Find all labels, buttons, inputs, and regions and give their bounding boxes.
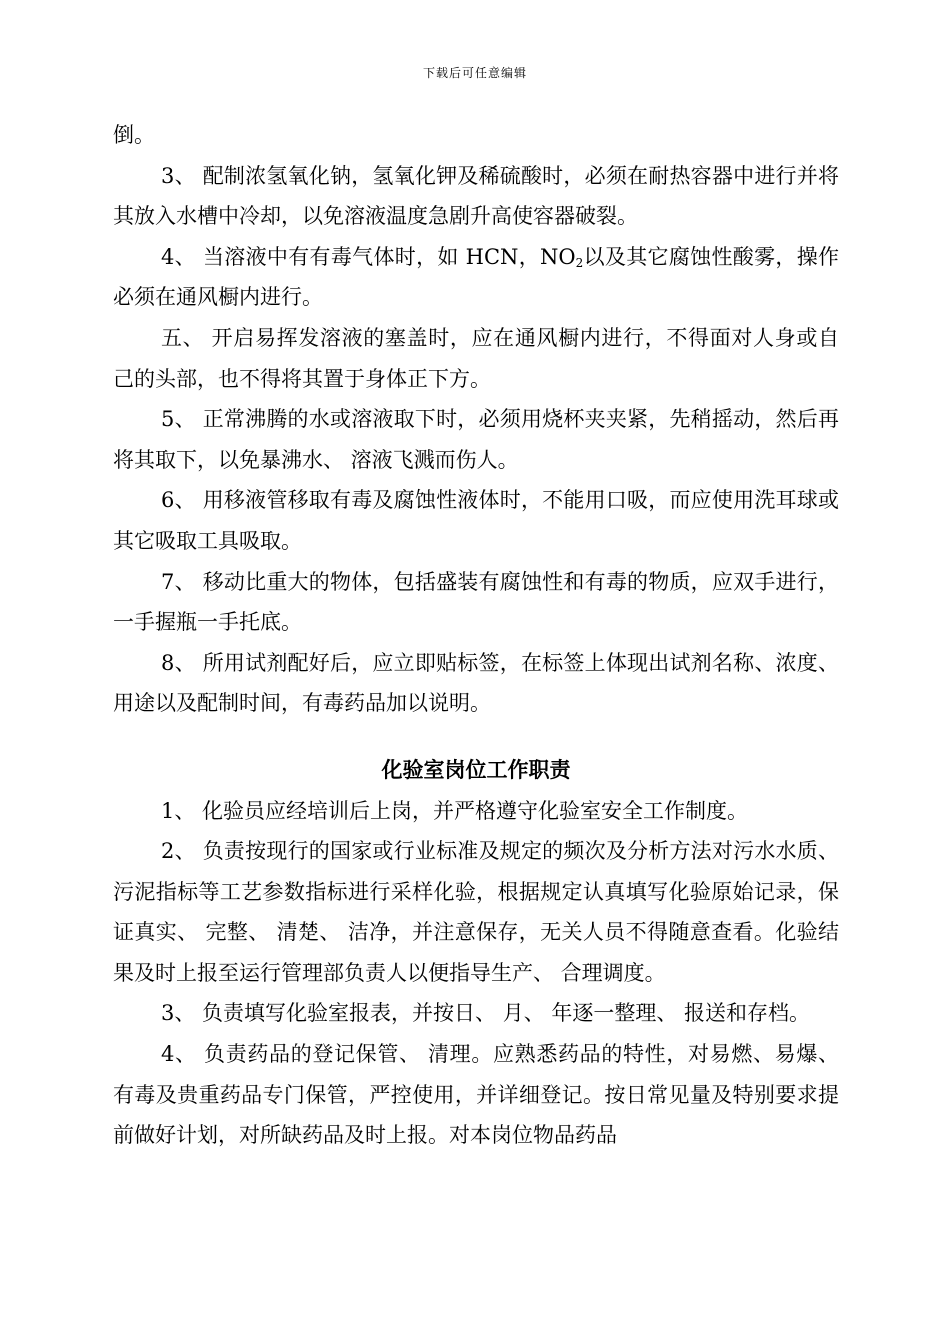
paragraph-item-4 xyxy=(113,237,839,318)
paragraph-item-3: 3、 配制浓氢氧化钠，氢氧化钾及稀硫酸时，必须在耐热容器中进行并将其放入水槽中冷却，以免溶液温度急剧升高使容器破裂。 xyxy=(113,163,839,229)
paragraph-item-5: 5、 正常沸腾的水或溶液取下时，必须用烧杯夹夹紧，先稍摇动，然后再将其取下，以免暴沸水、 溶液飞溅而伤人。 xyxy=(113,407,839,472)
paragraph-item-7: 7、 移动比重大的物体，包括盛装有腐蚀性和有毒的物质，应双手进行，一手握瓶一手托底。 xyxy=(113,569,839,635)
document-body xyxy=(113,115,839,1156)
page-header-note: 下载后可任意编辑 xyxy=(422,66,527,80)
paragraph-item-6: 6、 用移液管移取有毒及腐蚀性液体时，不能用口吸，而应使用洗耳球或其它吸取工具吸取。 xyxy=(113,488,839,553)
duty-item-3: 3、 负责填写化验室报表，并按日、 月、 年逐一整理、 报送和存档。 xyxy=(161,1001,811,1026)
paragraph-item-4-text-before: 4、 当溶液中有有毒气体时，如 HCN，NO xyxy=(161,244,576,269)
paragraph-item-8: 8、 所用试剂配好后，应立即贴标签，在标签上体现出试剂名称、浓度、 用途以及配制时间，有毒药品加以说明。 xyxy=(113,650,839,716)
duty-item-2: 2、 负责按现行的国家或行业标准及规定的频次及分析方法对污水水质、 污泥指标等工艺参数指标进行采样化验，根据规定认真填写化验原始记录，保证真实、 完整、 清楚、 洁净，并注意保存，无关人员不得随意查看。化验结果及时上报至运行管理部负责人以便指导生产、 合理调度。 xyxy=(113,839,839,985)
duty-item-1: 1、 化验员应经培训后上岗，并严格遵守化验室安全工作制度。 xyxy=(161,798,749,823)
duty-item-4: 4、 负责药品的登记保管、 清理。应熟悉药品的特性，对易燃、易爆、 有毒及贵重药品专门保管，严控使用，并详细登记。按日常见量及特别要求提前做好计划，对所缺药品及时上报。对本岗位物品药品 xyxy=(113,1042,839,1148)
section-title: 化验室岗位工作职责 xyxy=(381,756,571,782)
paragraph-continuation: 倒。 xyxy=(113,123,155,147)
subscript-number: 2 xyxy=(575,255,584,270)
paragraph-item-4-text-after: 以及其它腐蚀性酸雾，操作必须在通风橱内进行。 xyxy=(113,244,839,310)
paragraph-item-five: 五、 开启易挥发溶液的塞盖时，应在通风橱内进行，不得面对人身或自己的头部，也不得将其置于身体正下方。 xyxy=(113,325,839,391)
